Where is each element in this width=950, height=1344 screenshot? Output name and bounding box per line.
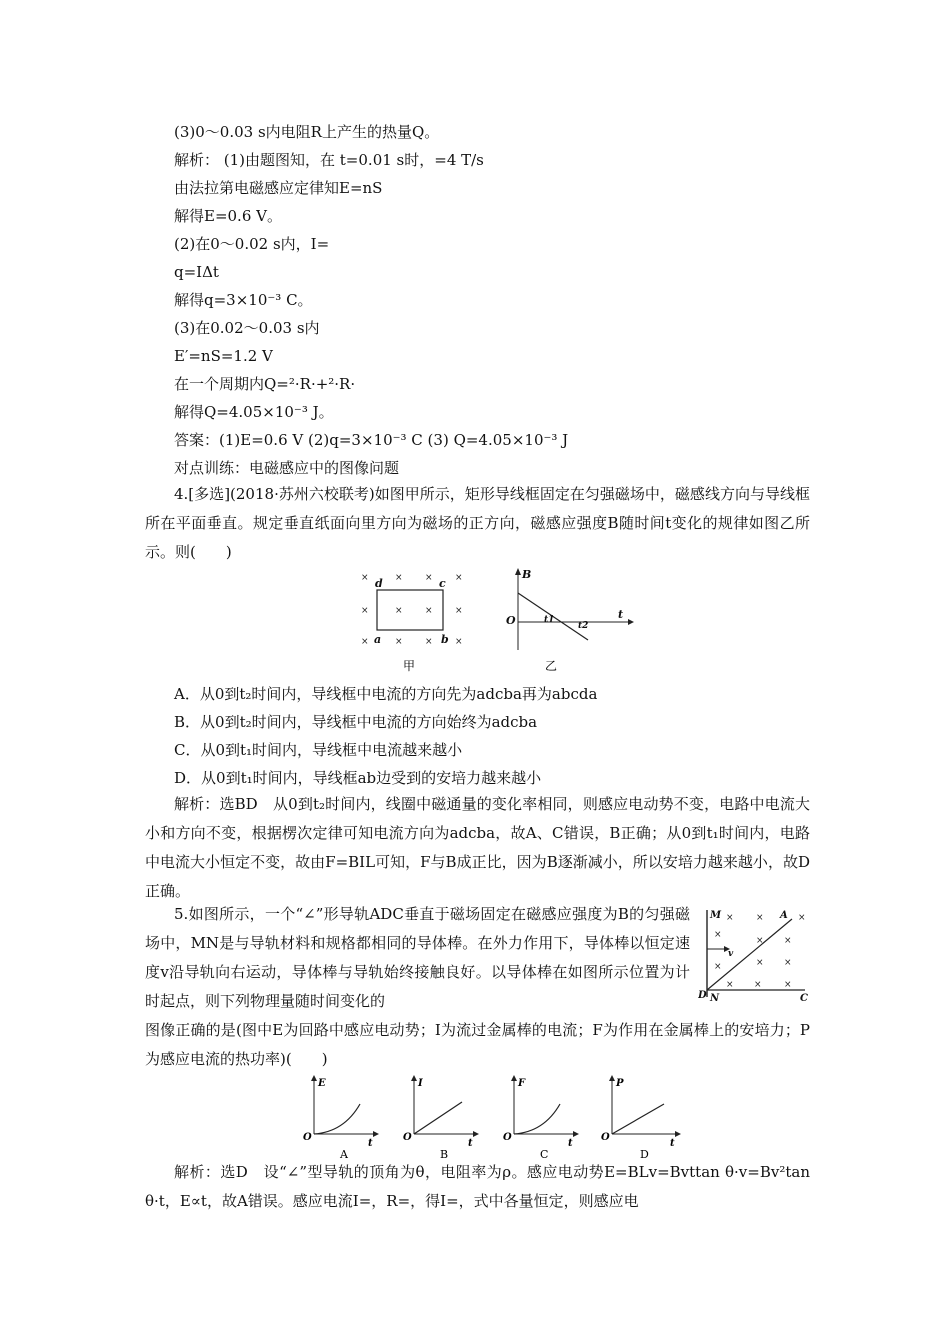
q5-graph-b [400, 1074, 480, 1160]
label-d: D [698, 990, 707, 1001]
text-line: q=IΔt [174, 263, 219, 281]
origin-label: O [303, 1132, 312, 1143]
q4-figure-yi [500, 566, 635, 678]
cross-mark: × [425, 637, 433, 647]
tick-label-t1: t1 [544, 615, 555, 625]
text-line: 解析： (1)由题图知，在 t=0.01 s时，=4 T/s [174, 151, 484, 169]
figure-caption: 甲 [403, 659, 416, 673]
axis-label-x: t [568, 1138, 573, 1149]
answer-line: 答案：(1)E=0.6 V (2)q=3×10⁻³ C (3) Q=4.05×10⁻³ J [174, 431, 569, 449]
graph-caption: D [640, 1148, 649, 1160]
cross-mark: × [784, 958, 792, 968]
corner-label-d: d [375, 577, 383, 590]
origin-label: O [601, 1132, 610, 1143]
axis-label-y: P [616, 1078, 624, 1089]
text-line: 在一个周期内Q=²·R·+²·R· [174, 375, 356, 393]
cross-mark: × [714, 962, 722, 972]
cross-mark: × [714, 930, 722, 940]
option-a: A．从0到t₂时间内，导线框中电流的方向先为adcba再为abcda [174, 685, 598, 703]
cross-mark: × [784, 936, 792, 946]
cross-mark: × [726, 913, 734, 923]
option-b: B．从0到t₂时间内，导线框中电流的方向始终为adcba [174, 713, 538, 731]
label-v: v [728, 949, 734, 959]
text-line: 解得q=3×10⁻³ C。 [174, 291, 313, 309]
label-c: C [800, 993, 808, 1003]
text-line: (3)0～0.03 s内电阻R上产生的热量Q。 [174, 123, 440, 141]
cross-mark: × [754, 980, 762, 990]
origin-label: O [506, 614, 516, 627]
q5-graph-d [598, 1074, 682, 1160]
label-a: A [780, 910, 788, 921]
wire-frame [377, 590, 443, 630]
text-line: (3)在0.02～0.03 s内 [174, 319, 320, 337]
text-line: 由法拉第电磁感应定律知E=nS [174, 179, 383, 197]
cross-mark: × [455, 606, 463, 616]
q5-analysis: 解析：选D 设“∠”型导轨的顶角为θ，电阻率为ρ。感应电动势E=BLv=Bvttan θ·v=Bv²tan θ·t，E∝t，故A错误。感应电流I=，R=，得I=，式中各量恒定，则感应电 [145, 1163, 810, 1210]
graph-caption: A [340, 1148, 348, 1160]
q5-stem-continued: 图像正确的是(图中E为回路中感应电动势；I为流过金属棒的电流；F为作用在金属棒上的安培力；P为感应电流的热功率)( ) [145, 1021, 810, 1068]
cross-mark: × [455, 637, 463, 647]
cross-mark: × [395, 606, 403, 616]
graph-caption: C [540, 1148, 549, 1160]
cross-mark: × [361, 637, 369, 647]
cross-mark: × [425, 606, 433, 616]
section-heading: 对点训练：电磁感应中的图像问题 [174, 459, 400, 477]
q4-figure-jia [355, 570, 470, 678]
cross-mark: × [784, 980, 792, 990]
q5-figure [698, 905, 810, 1003]
text-line: 解得E=0.6 V。 [174, 207, 282, 225]
axis-label-x: t [670, 1138, 675, 1149]
q5-graph-a [300, 1074, 380, 1160]
axis-label-y: F [518, 1078, 526, 1089]
axis-label-x: t [368, 1138, 373, 1149]
axis-label-b: B [522, 568, 532, 581]
tick-label-t2: t2 [578, 621, 589, 631]
option-c: C．从0到t₁时间内，导线框中电流越来越小 [174, 741, 463, 759]
text-line: (2)在0～0.02 s内，I= [174, 235, 330, 253]
label-n: N [710, 993, 720, 1003]
cross-mark: × [756, 936, 764, 946]
corner-label-c: c [439, 577, 446, 590]
cross-mark: × [756, 913, 764, 923]
text-line: 解得Q=4.05×10⁻³ J。 [174, 403, 334, 421]
q4-stem: 4.[多选](2018·苏州六校联考)如图甲所示，矩形导线框固定在匀强磁场中，磁感线方向与导线框所在平面垂直。规定垂直纸面向里方向为磁场的正方向，磁感应强度B随时间t变化的规律如图乙所示。则( ) [145, 485, 810, 561]
cross-mark: × [756, 958, 764, 968]
cross-mark: × [726, 980, 734, 990]
q4-analysis: 解析：选BD 从0到t₂时间内，线圈中磁通量的变化率相同，则感应电动势不变，电路中电流大小和方向不变，根据楞次定律可知电流方向为adcba，故A、C错误，B正确；从0到t₁时间内，电路中电流大小恒定不变，故由F=BIL可知，F与B成正比，因为B逐渐减小，所以安培力越来越小，故D正确。 [145, 795, 810, 900]
cross-mark: × [798, 913, 806, 923]
q5-stem: 5.如图所示，一个“∠”形导轨ADC垂直于磁场固定在磁感应强度为B的匀强磁场中，MN是与导轨材料和规格都相同的导体棒。在外力作用下，导体棒以恒定速度v沿导轨向右运动，导体棒与导轨始终接触良好。以导体棒在如图所示位置为计时起点，则下列物理量随时间变化的 [145, 905, 690, 1010]
corner-label-a: a [374, 633, 382, 646]
option-d: D．从0到t₁时间内，导线框ab边受到的安培力越来越小 [174, 769, 542, 787]
label-m: M [710, 910, 722, 921]
axis-label-y: E [318, 1078, 326, 1089]
cross-mark: × [455, 573, 463, 583]
figure-caption: 乙 [545, 659, 558, 673]
cross-mark: × [425, 573, 433, 583]
origin-label: O [503, 1132, 512, 1143]
text-line: E′=nS=1.2 V [174, 347, 273, 365]
cross-mark: × [361, 573, 369, 583]
cross-mark: × [395, 573, 403, 583]
cross-mark: × [361, 606, 369, 616]
axis-label-t: t [618, 608, 624, 621]
cross-mark: × [395, 637, 403, 647]
q5-graph-c [500, 1074, 580, 1160]
axis-label-x: t [468, 1138, 473, 1149]
graph-caption: B [440, 1148, 449, 1160]
origin-label: O [403, 1132, 412, 1143]
axis-label-y: I [418, 1078, 423, 1089]
corner-label-b: b [441, 633, 449, 646]
